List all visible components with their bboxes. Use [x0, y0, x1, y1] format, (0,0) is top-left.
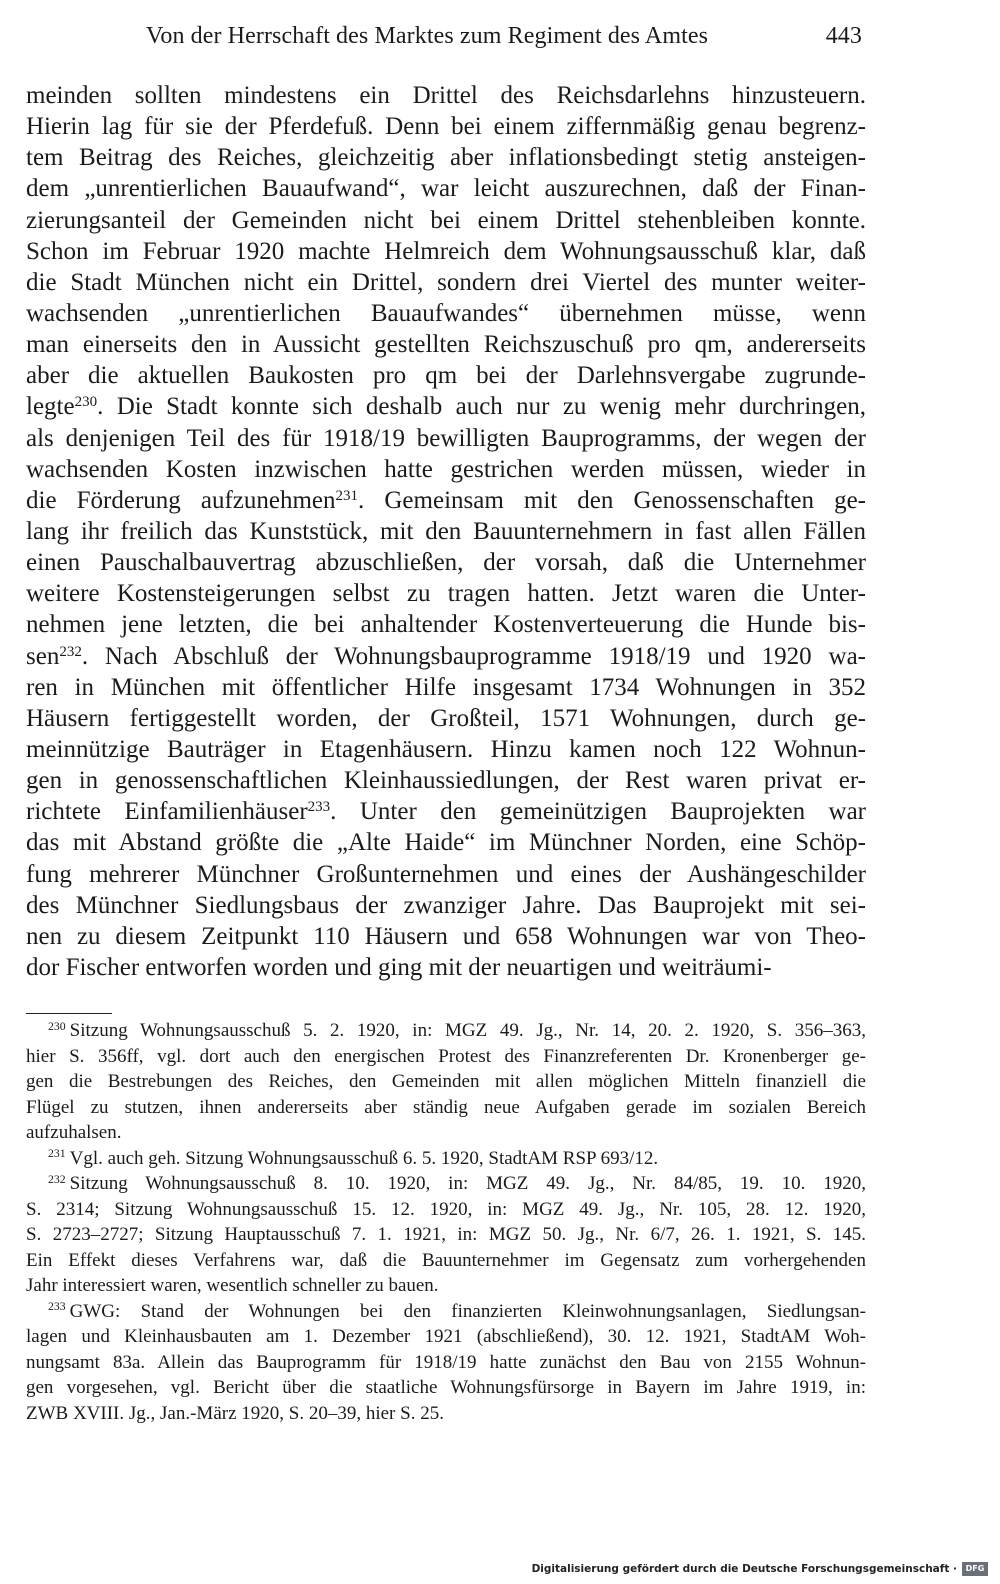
- body-line-text: die Stadt München nicht ein Drittel, sondern drei Viertel des munter weiter-: [26, 268, 866, 296]
- body-line-text: einen Pauschalbauvertrag abzuschließen, der vorsah, daß die Unternehmer: [26, 549, 866, 577]
- body-line: [26, 423, 866, 454]
- body-line-text: . Gemeinsam mit den Genossenschaften ge-: [358, 486, 866, 514]
- dfg-logo-icon: DFG: [962, 1562, 988, 1576]
- body-line: [26, 454, 866, 485]
- body-line: [26, 360, 866, 391]
- body-line: [26, 672, 866, 703]
- body-line-text: man einerseits den in Aussicht gestellten Reichszuschuß pro qm, andererseits: [26, 331, 866, 359]
- body-line-text: dem „unrentierlichen Bauaufwand“, war leicht auszurechnen, daß der Finan-: [26, 175, 866, 203]
- body-line-text: tem Beitrag des Reiches, gleichzeitig aber inflationsbedingt stetig ansteigen-: [26, 144, 866, 172]
- footnote-line: [26, 1375, 866, 1401]
- body-line: [26, 859, 866, 890]
- body-line-text: fung mehrerer Münchner Großunternehmen und eines der Aushängeschilder: [26, 860, 866, 888]
- body-line-text: wachsenden „unrentierlichen Bauaufwandes“ übernehmen müsse, wenn: [26, 299, 866, 327]
- body-line: [26, 734, 866, 765]
- body-line: [26, 921, 866, 952]
- footnote-text: aufzuhalsen.: [26, 1122, 122, 1143]
- footnote-line: [26, 1248, 866, 1274]
- footnote-line: [26, 1222, 866, 1248]
- footnote-separator: [26, 1013, 112, 1014]
- body-line-text: richtete Einfamilienhäuser: [26, 798, 308, 826]
- footnote-line: [26, 1146, 866, 1172]
- footnote-text: lagen und Kleinhausbauten am 1. Dezember 1921 (abschließend), 30. 12. 1921, StadtAM Woh-: [26, 1326, 866, 1347]
- footnote-line: [26, 1171, 866, 1197]
- footnote-text: S. 2314; Sitzung Wohnungsausschuß 15. 12. 1920, in: MGZ 49. Jg., Nr. 105, 28. 12. 1920,: [26, 1198, 866, 1220]
- footnote-number: 233: [48, 1300, 66, 1314]
- footnote-reference[interactable]: 230: [74, 394, 98, 411]
- body-line-text: aber die aktuellen Baukosten pro qm bei der Darlehnsvergabe zugrunde-: [26, 362, 866, 390]
- page-number: 443: [825, 23, 862, 49]
- body-line: [26, 609, 866, 640]
- body-line-text: Hierin lag für sie der Pferdefuß. Denn bei einem ziffernmäßig genau begrenz-: [26, 113, 866, 141]
- footnotes: [26, 1018, 866, 1426]
- body-line-text: weitere Kostensteigerungen selbst zu tragen hatten. Jetzt waren die Unter-: [26, 580, 866, 608]
- body-line: [26, 765, 866, 796]
- body-line-text: lang ihr freilich das Kunststück, mit den Bauunternehmern in fast allen Fällen: [26, 517, 866, 545]
- body-line-text: nen zu diesem Zeitpunkt 110 Häusern und 658 Wohnungen war von Theo-: [26, 922, 866, 950]
- footnote-number: 232: [48, 1172, 66, 1186]
- footnote-text: hier S. 356ff, vgl. dort auch den energischen Protest des Finanzreferenten Dr. Kronenberger ge-: [26, 1045, 866, 1067]
- body-line: [26, 827, 866, 858]
- body-line: [26, 111, 866, 142]
- footnote-line: [26, 1299, 866, 1325]
- dfg-notice: Digitalisierung gefördert durch die Deutsche Forschungsgemeinschaft ·: [531, 1563, 957, 1575]
- footnote-text: Vgl. auch geh. Sitzung Wohnungsausschuß 6. 5. 1920, StadtAM RSP 693/12.: [69, 1147, 659, 1169]
- body-line-text: Häusern fertiggestellt worden, der Großteil, 1571 Wohnungen, durch ge-: [26, 704, 866, 732]
- footnote: [26, 1018, 866, 1146]
- footnote-reference[interactable]: 231: [335, 487, 359, 504]
- body-line: [26, 267, 866, 298]
- body-line-text: meinnützige Bauträger in Etagenhäusern. Hinzu kamen noch 122 Wohnun-: [26, 735, 866, 763]
- body-line-text: sen: [26, 642, 60, 670]
- body-text: [26, 80, 866, 983]
- footnote: [26, 1146, 866, 1172]
- footnote-number: 230: [48, 1019, 66, 1033]
- footnote-text: gen vorgesehen, vgl. Bericht über die staatliche Wohnungsfürsorge in Bayern im Jahre 1919, in:: [26, 1377, 866, 1398]
- body-line: [26, 485, 866, 516]
- footnote: [26, 1171, 866, 1299]
- footnote-number: 231: [48, 1147, 66, 1161]
- dfg-footer: [532, 1560, 988, 1578]
- body-line: [26, 641, 866, 672]
- footnote-line: [26, 1273, 866, 1299]
- footnote: [26, 1299, 866, 1427]
- footnote-text: ZWB XVIII. Jg., Jan.-März 1920, S. 20–39, hier S. 25.: [26, 1402, 444, 1424]
- body-line: [26, 205, 866, 236]
- footnote-text: Flügel zu stutzen, ihnen andererseits aber ständig neue Aufgaben gerade im sozialen Bereich: [26, 1096, 866, 1118]
- body-line-text: nehmen jene letzten, die bei anhaltender Kostenverteuerung die Hunde bis-: [26, 611, 866, 639]
- footnote-text: S. 2723–2727; Sitzung Hauptausschuß 7. 1. 1921, in: MGZ 50. Jg., Nr. 6/7, 26. 1. 1921, S. 145.: [26, 1224, 866, 1245]
- body-line-text: Schon im Februar 1920 machte Helmreich dem Wohnungsausschuß klar, daß: [26, 237, 866, 265]
- footnote-reference[interactable]: 232: [59, 643, 82, 660]
- body-line-text: dor Fischer entworfen worden und ging mit der neuartigen und weiträumi-: [26, 953, 772, 981]
- footnote-text: Sitzung Wohnungsausschuß 8. 10. 1920, in: MGZ 49. Jg., Nr. 84/85, 19. 10. 1920,: [69, 1173, 866, 1194]
- body-line: [26, 578, 866, 609]
- body-line: [26, 703, 866, 734]
- footnote-text: GWG: Stand der Wohnungen bei den finanzierten Kleinwohnungsanlagen, Siedlungsan-: [69, 1300, 866, 1322]
- body-line: [26, 796, 866, 827]
- footnote-line: [26, 1401, 866, 1427]
- body-line: [26, 142, 866, 173]
- body-line-text: legte: [26, 393, 75, 421]
- footnote-line: [26, 1120, 866, 1146]
- footnote-text: Jahr interessiert waren, wesentlich schneller zu bauen.: [26, 1275, 439, 1296]
- body-line-text: gen in genossenschaftlichen Kleinhaussiedlungen, der Rest waren privat er-: [26, 767, 866, 795]
- footnote-line: [26, 1095, 866, 1121]
- body-line-text: . Unter den gemeinützigen Bauprojekten war: [330, 798, 867, 826]
- body-line-text: meinden sollten mindestens ein Drittel des Reichsdarlehns hinzusteuern.: [26, 82, 866, 109]
- body-line: [26, 298, 866, 329]
- body-line-text: als denjenigen Teil des für 1918/19 bewilligten Bauprogramms, der wegen der: [26, 424, 866, 452]
- body-line: [26, 391, 866, 422]
- body-line-text: zierungsanteil der Gemeinden nicht bei einem Drittel stehenbleiben konnte.: [26, 206, 866, 234]
- body-line-text: des Münchner Siedlungsbaus der zwanziger Jahre. Das Bauprojekt mit sei-: [26, 891, 866, 919]
- footnote-line: [26, 1324, 866, 1350]
- running-head: [146, 18, 866, 54]
- body-line: [26, 890, 866, 921]
- body-line: [26, 547, 866, 578]
- running-head-title: Von der Herrschaft des Marktes zum Regiment des Amtes: [146, 23, 709, 49]
- footnote-text: Sitzung Wohnungsausschuß 5. 2. 1920, in: MGZ 49. Jg., Nr. 14, 20. 2. 1920, S. 356–363,: [69, 1020, 866, 1041]
- body-line-text: . Nach Abschluß der Wohnungsbauprogramme 1918/19 und 1920 wa-: [81, 642, 866, 670]
- body-line-text: . Die Stadt konnte sich deshalb auch nur zu wenig mehr durchringen,: [97, 393, 866, 421]
- footnote-text: Ein Effekt dieses Verfahrens war, daß die Bauunternehmer im Gegensatz zum vorhergehenden: [26, 1249, 866, 1271]
- body-line: [26, 329, 866, 360]
- footnote-reference[interactable]: 233: [307, 798, 331, 815]
- footnote-line: [26, 1018, 866, 1044]
- footnote-line: [26, 1069, 866, 1095]
- footnote-text: nungsamt 83a. Allein das Bauprogramm für 1918/19 hatte zunächst den Bau von 2155 Wohnun-: [26, 1351, 866, 1373]
- body-line: [26, 516, 866, 547]
- body-line: [26, 173, 866, 204]
- footnote-line: [26, 1197, 866, 1223]
- footnote-text: gen die Bestrebungen des Reiches, den Gemeinden mit allen möglichen Mitteln finanziell die: [26, 1071, 866, 1092]
- body-line-text: die Förderung aufzunehmen: [26, 486, 336, 514]
- footnote-line: [26, 1350, 866, 1376]
- body-line: [26, 952, 866, 983]
- body-line: [26, 80, 866, 111]
- body-line-text: ren in München mit öffentlicher Hilfe insgesamt 1734 Wohnungen in 352: [26, 673, 866, 701]
- body-line-text: wachsenden Kosten inzwischen hatte gestrichen werden müssen, wieder in: [26, 455, 866, 483]
- footnote-line: [26, 1044, 866, 1070]
- body-line-text: das mit Abstand größte die „Alte Haide“ im Münchner Norden, eine Schöp-: [26, 829, 866, 857]
- body-line: [26, 236, 866, 267]
